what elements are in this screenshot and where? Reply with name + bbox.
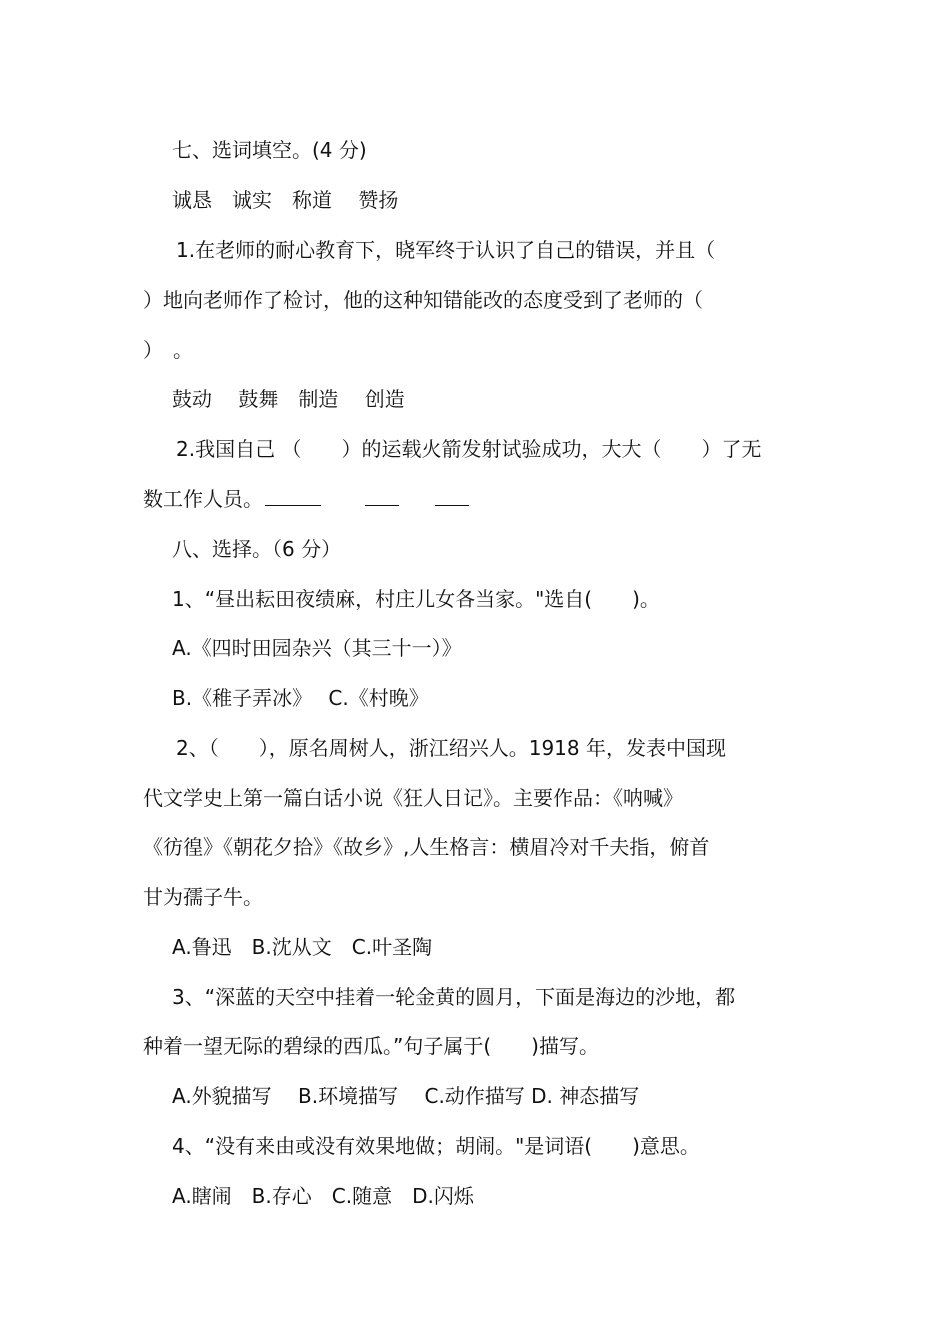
- question-7-2-line-1: 2.我国自己 （ ）的运载火箭发射试验成功，大大（ ）了无: [176, 437, 762, 461]
- word-bank-1: 诚恳 诚实 称道 赞扬: [172, 188, 399, 212]
- question-8-4-options: A.瞎闹 B.存心 C.随意 D.闪烁: [172, 1184, 474, 1208]
- question-8-2-line-1: 2、（ ），原名周树人，浙江绍兴人。1918 年，发表中国现: [176, 736, 726, 760]
- question-8-3-line-1: 3、“深蓝的天空中挂着一轮金黄的圆月，下面是海边的沙地，都: [172, 985, 736, 1009]
- question-7-1-line-3: ） 。: [143, 338, 193, 362]
- question-8-3-line-2: 种着一望无际的碧绿的西瓜。”句子属于( )描写。: [143, 1034, 599, 1058]
- question-7-1-line-2: ）地向老师作了检讨，他的这种知错能改的态度受到了老师的（: [143, 288, 703, 312]
- question-8-1-options-bc: B.《稚子弄冰》 C.《村晚》: [172, 686, 429, 710]
- question-8-2-options: A.鲁迅 B.沈从文 C.叶圣陶: [172, 935, 433, 959]
- question-7-2-line-2: [143, 484, 808, 514]
- question-8-3-options: A.外貌描写 B.环境描写 C.动作描写 D. 神态描写: [172, 1084, 640, 1108]
- question-8-1-option-a: A.《四时田园杂兴（其三十一）》: [172, 636, 462, 660]
- answer-blank: [265, 485, 321, 506]
- question-8-1: 1、“昼出耘田夜绩麻，村庄儿女各当家。"选自( )。: [172, 587, 660, 611]
- question-8-2-line-2: 代文学史上第一篇白话小说《狂人日记》。主要作品：《呐喊》: [143, 786, 683, 810]
- answer-blank: [435, 485, 469, 506]
- question-8-2-line-3: 《彷徨》《朝花夕拾》《故乡》,人生格言：横眉冷对千夫指，俯首: [143, 835, 710, 859]
- question-7-2-text: 数工作人员。: [143, 487, 263, 511]
- word-bank-2: 鼓动 鼓舞 制造 创造: [172, 387, 405, 411]
- answer-blank: [365, 485, 399, 506]
- section-8-title: 八、选择。（6 分）: [172, 537, 342, 561]
- section-7-title: 七、选词填空。(4 分): [172, 138, 367, 162]
- question-8-4: 4、“没有来由或没有效果地做；胡闹。"是词语( )意思。: [172, 1134, 700, 1158]
- question-8-2-line-4: 甘为孺子牛。: [143, 885, 263, 909]
- question-7-1-line-1: 1.在老师的耐心教育下，晓军终于认识了自己的错误，并且（: [176, 238, 716, 262]
